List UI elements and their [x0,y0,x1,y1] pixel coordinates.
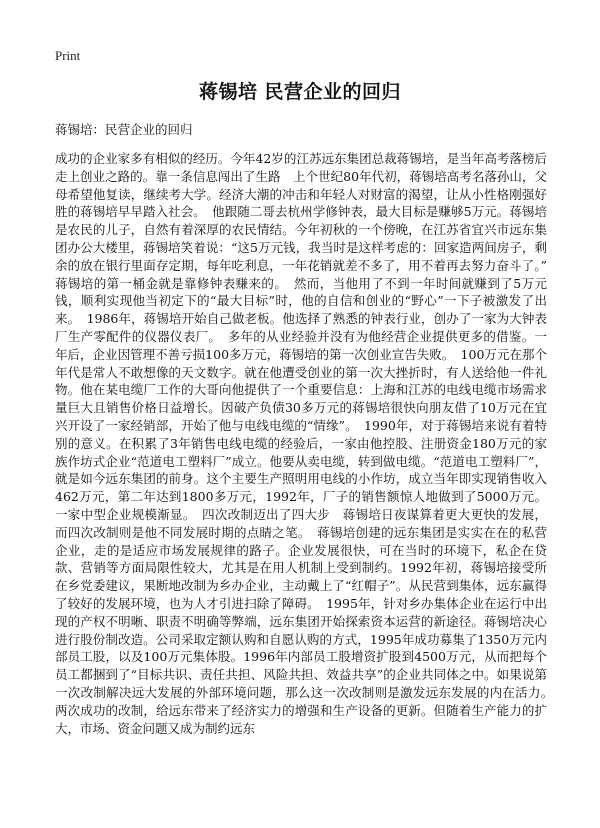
print-link[interactable]: Print [55,48,81,63]
article-subtitle: 蒋锡培：民营企业的回归 [55,122,193,137]
article-body: 成功的企业家多有相似的经历。今年42岁的江苏远东集团总裁蒋锡培，是当年高考落榜后走上创业之路的。靠一条信息闯出了生路 上个世纪80年代初，蒋锡培高考名落孙山，父母希望他复读，继续考大学。经济大潮的冲击和年轻人对财富的渴望，让从小性格刚强好胜的蒋锡培早早踏入社会。 他跟随二哥去杭州学修钟表，最大目标是赚够5万元。蒋锡培是农民的儿子，自然有着深厚的农民情结。今年初秋的一个傍晚，在江苏省宜兴市远东集团办公大楼里，蒋锡培笑着说：“这5万元钱，我当时是这样考虑的：回家造两间房子，剩余的放在银行里面存定期，每年吃利息，一年花销就差不多了，用不着再去努力奋斗了。” 蒋锡培的第一桶金就是靠修钟表赚来的。 然而，当他用了不到一年时间就赚到了5万元钱，顺利实现他当初定下的“最大目标”时，他的自信和创业的“野心”一下子被激发了出来。 1986年，蒋锡培开始自己做老板。他选择了熟悉的钟表行业，创办了一家为大钟表厂生产零配件的仪器仪表厂。 多年的从业经验并没有为他经营企业提供更多的借鉴。一年后，企业因管理不善亏损100多万元，蒋锡培的第一次创业宣告失败。 100万元在那个年代是常人不敢想像的天文数字。就在他遭受创业的第一次大挫折时，有人送给他一件礼物。他在某电缆厂工作的大哥向他提供了一个重要信息：上海和江苏的电线电缆市场需求量巨大且销售价格日益增长。因破产负债30多万元的蒋锡培很快向朋友借了10万元在宜兴开设了一家经销部，开始了他与电线电缆的“情缘”。 1990年，对于蒋锡培来说有着特别的意义。在积累了3年销售电线电缆的经验后，一家由他控股、注册资金180万元的家族作坊式企业“范道电工塑料厂”成立。他要从卖电缆，转到做电缆。“范道电工塑料厂”，就是如今远东集团的前身。这个主要生产照明用电线的小作坊，成立当年即实现销售收入462万元，第二年达到1800多万元，1992年，厂子的销售额惊人地做到了5000万元。一家中型企业规模渐显。 四次改制迈出了四大步 蒋锡培日夜谋算着更大更快的发展，而四次改制则是他不同发展时期的点睛之笔。 蒋锡培创建的远东集团是实实在在的私营企业，走的是适应市场发展规律的路子。企业发展很快，可在当时的环境下，私企在贷款、营销等方面局限性较大，尤其是在用人机制上受到制约。1992年初，蒋锡培接受所在乡党委建议，果断地改制为乡办企业，主动戴上了“红帽子”。从民营到集体，远东赢得了较好的发展环境，也为人才引进扫除了障碍。 1995年，针对乡办集体企业在运行中出现的产权不明晰、职责不明确等弊端，远东集团开始探索资本运营的新途径。蒋锡培决心进行股份制改造。公司采取定额认购和自愿认购的方式，1995年成功募集了1350万元内部员工股，以及100万元集体股。1996年内部员工股增资扩股到4500万元，从而把每个员工都捆到了“目标共识、责任共担、风险共担、效益共享”的企业共同体之中。如果说第一次改制解决远大发展的外部环境问题，那么这一次改制则是激发远东发展的内在活力。 两次成功的改制，给远东带来了经济实力的增强和生产设备的更新。但随着生产能力的扩大，市场、资金问题又成为制约远东 [55,151,560,736]
article-title: 蒋锡培 民营企业的回归 [198,81,402,103]
